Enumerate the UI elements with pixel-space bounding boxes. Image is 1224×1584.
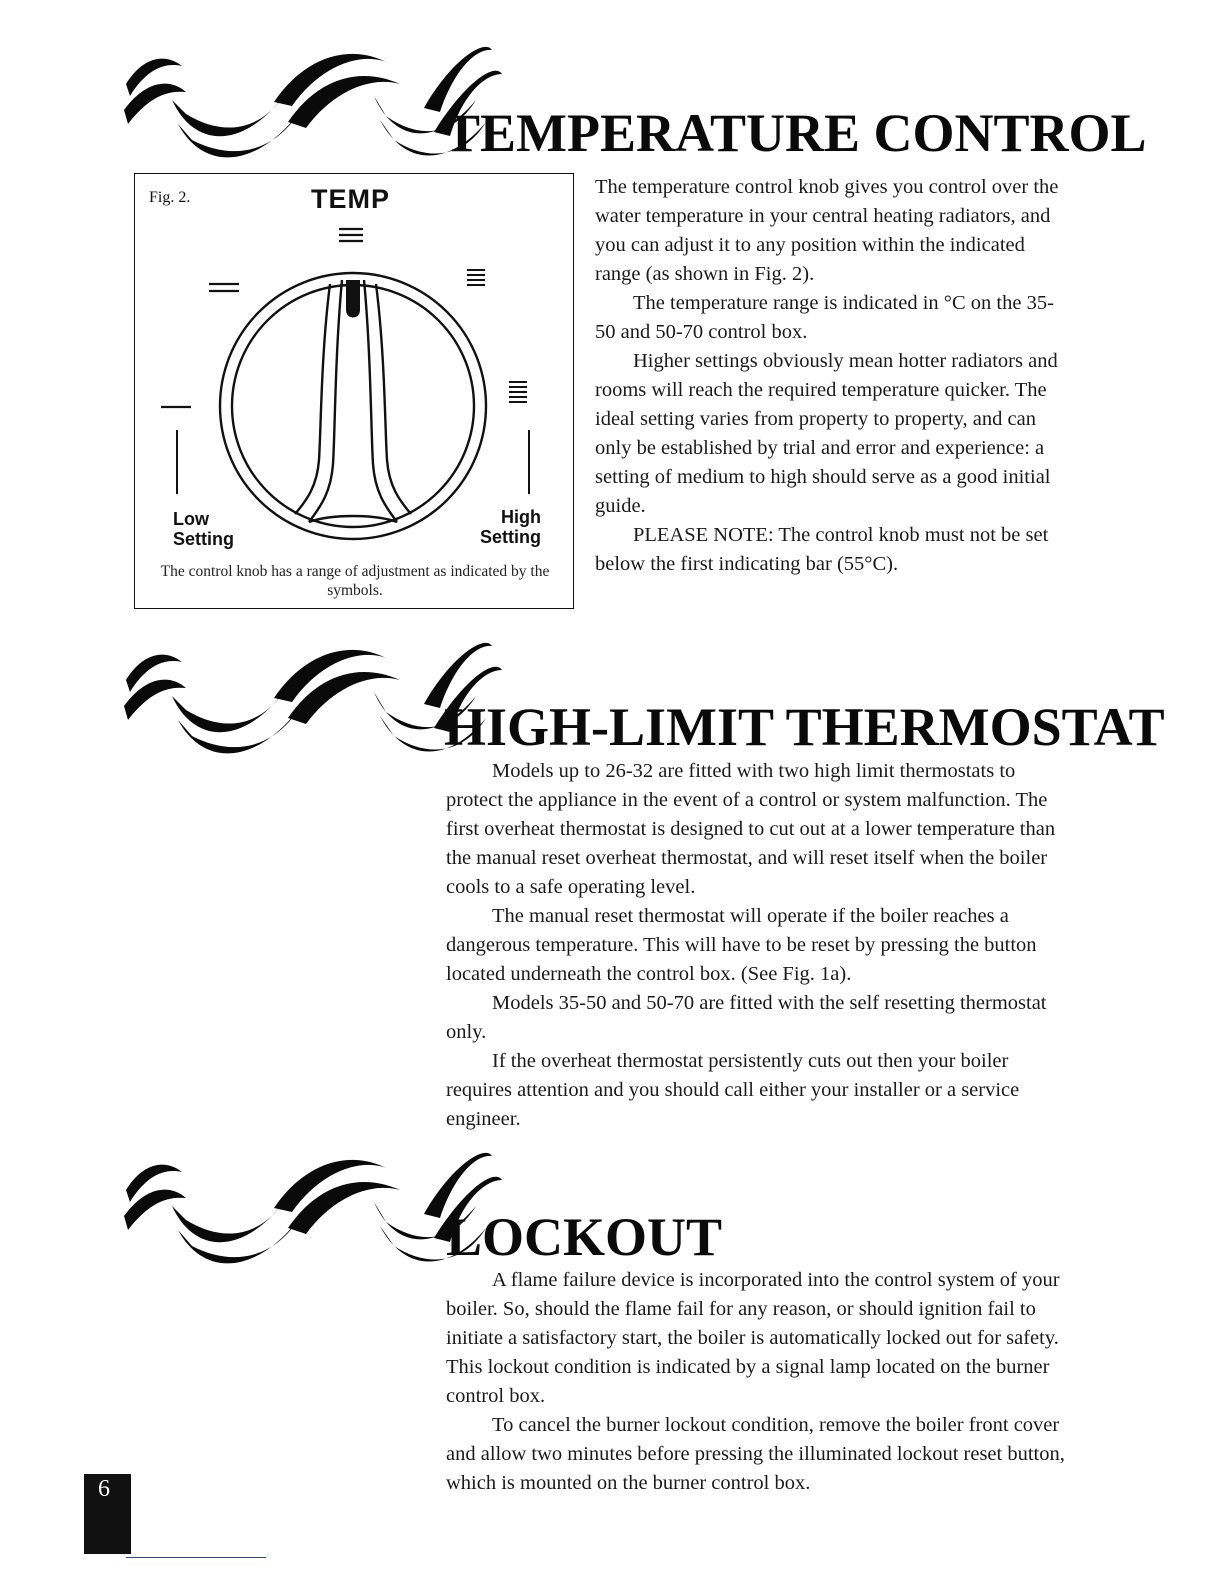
- paragraph: A flame failure device is incorporated into the control system of your boiler. So, should the flame fail for any reason, or should ignition fail to initiate a satisfactory start, the boiler is automatically locked out for safety. This lockout condition is indicated by a signal lamp located on the burner control box.: [446, 1269, 1060, 1407]
- low-label-line-2: Setting: [173, 529, 234, 549]
- marker-level-4-icon: [467, 270, 485, 285]
- paragraph: The temperature control knob gives you control over the water temperature in your central heating radiators, and you can adjust it to any position within the indicated range (as shown in Fig. 2).: [595, 176, 1059, 285]
- paragraph: PLEASE NOTE: The control knob must not be set below the first indicating bar (55°C).: [595, 524, 1049, 575]
- marker-level-2-icon: [209, 284, 239, 291]
- figure-2-temperature-knob: [134, 173, 574, 609]
- temperature-control-text: [595, 173, 1065, 579]
- page-number-tab: [84, 1474, 131, 1554]
- paragraph: To cancel the burner lockout condition, remove the boiler front cover and allow two minutes before pressing the illuminated lockout reset button, which is mounted on the burner control box.: [446, 1414, 1065, 1494]
- footer-rule: [126, 1557, 266, 1558]
- page-number: 6: [98, 1476, 110, 1502]
- paragraph: Higher settings obviously mean hotter radiators and rooms will reach the required temperature quicker. The ideal setting varies from property to property, and can only be established by trial and error and experience: a setting of medium to high should serve as a good initial guide.: [595, 350, 1058, 517]
- heading-temperature-control: TEMPERATURE CONTROL: [444, 103, 1147, 163]
- heading-lockout: LOCKOUT: [446, 1207, 723, 1267]
- high-label-line-2: Setting: [480, 527, 541, 547]
- paragraph: The temperature range is indicated in °C on the 35-50 and 50-70 control box.: [595, 292, 1054, 343]
- paragraph: Models 35-50 and 50-70 are fitted with the self resetting thermostat only.: [446, 992, 1047, 1043]
- knob-pointer-icon: [346, 280, 360, 318]
- high-limit-thermostat-text: [446, 757, 1070, 1134]
- high-label-line-1: High: [501, 507, 541, 527]
- paragraph: Models up to 26-32 are fitted with two high limit thermostats to protect the appliance in the event of a control or system malfunction. The first overheat thermostat is designed to cut out at a lower temperature than the manual reset overheat thermostat, and will reset itself when the boiler cools to a safe operating level.: [446, 760, 1056, 898]
- low-setting-label: [173, 509, 234, 549]
- paragraph: The manual reset thermostat will operate if the boiler reaches a dangerous temperature. This will have to be reset by pressing the button located underneath the control box. (See Fig. 1a).: [446, 905, 1037, 985]
- marker-top-icon: [339, 229, 363, 241]
- marker-level-5-icon: [509, 382, 527, 402]
- low-label-line-1: Low: [173, 509, 209, 529]
- lockout-text: [446, 1266, 1074, 1498]
- high-setting-label: [480, 507, 541, 547]
- figure-label: Fig. 2.: [149, 189, 191, 206]
- heading-high-limit-thermostat: HIGH-LIMIT THERMOSTAT: [444, 697, 1165, 757]
- figure-caption: The control knob has a range of adjustment as indicated by the symbols.: [160, 563, 550, 599]
- figure-temp-title: TEMP: [311, 184, 391, 214]
- paragraph: If the overheat thermostat persistently cuts out then your boiler requires attention and you should call either your installer or a service engineer.: [446, 1050, 1020, 1130]
